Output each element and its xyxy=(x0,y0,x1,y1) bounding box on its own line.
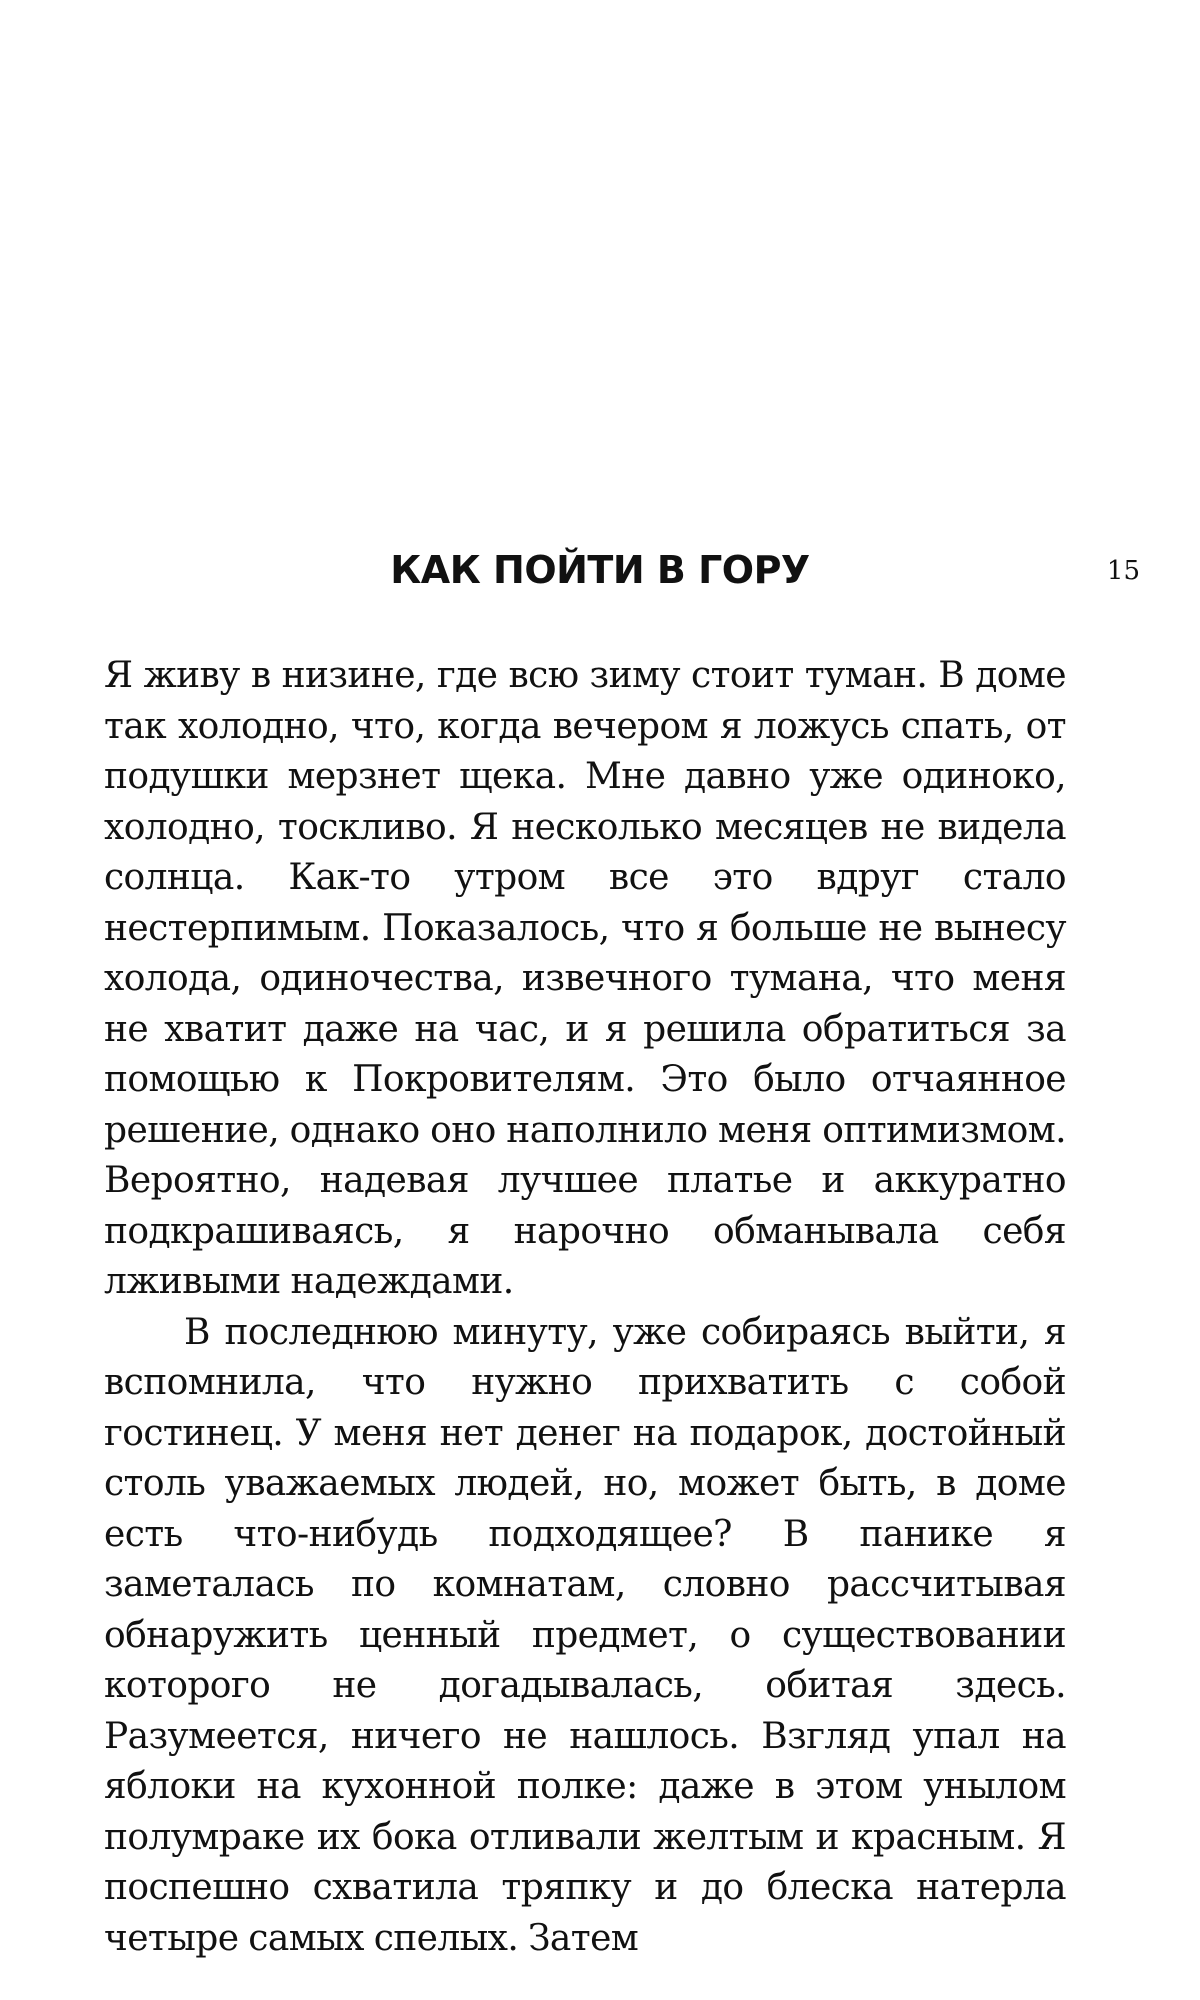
page-number: 15 xyxy=(1106,556,1140,586)
paragraph-2: В последнюю минуту, уже собираясь выйти, я вспомнила, что нужно прихватить с собой гостинец. У меня нет денег на подарок, достойный столь уважаемых людей, но, может быть, в доме есть что-нибудь подходящее? В панике я заметалась по комнатам, словно рассчитывая обнаружить ценный предмет, о существовании которого не догадывалась, обитая здесь. Разумеется, ничего не нашлось. Взгляд упал на яблоки на кухонной полке: даже в этом унылом полумраке их бока отливали желтым и красным. Я поспешно схватила тряпку и до блеска натерла четыре самых спелых. Затем xyxy=(104,1311,1066,1959)
paragraph-1: Я живу в низине, где всю зиму стоит туман. В доме так холодно, что, когда вечером я ложусь спать, от подушки мерзнет щека. Мне давно уже одиноко, холодно, тоскливо. Я несколько месяцев не видела солнца. Как-то утром все это вдруг стало нестерпимым. Показалось, что я больше не вынесу холода, одиночества, извечного тумана, что меня не хватит даже на час, и я решила обратиться за помощью к Покровителям. Это было отчаянное решение, однако оно наполнило меня оптимизмом. Вероятно, надевая лучшее платье и аккуратно подкрашиваясь, я нарочно обманывала себя лживыми надеждами. xyxy=(104,655,1066,1302)
body-text xyxy=(104,651,1066,1964)
chapter-title: КАК ПОЙТИ В ГОРУ xyxy=(390,548,810,592)
